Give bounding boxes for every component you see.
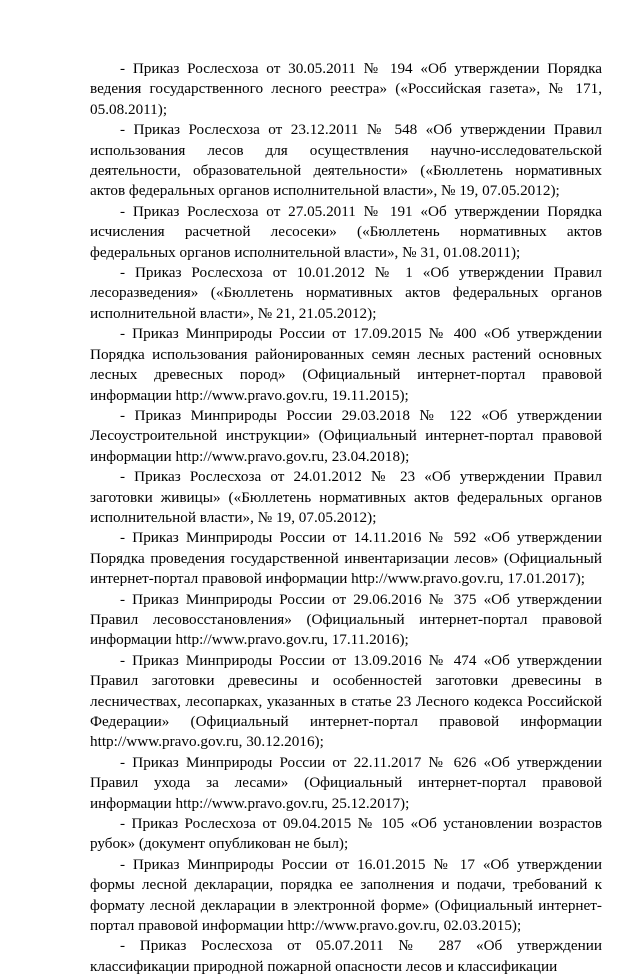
list-item: - Приказ Минприроды России от 17.09.2015 № 400 «Об утверждении Порядка использования районированных семян лесных растений основных лесных древесных пород» (Официальный интернет-портал правовой информации http://www.pravo.gov.ru, 19.11.2015);: [90, 325, 602, 404]
list-item: - Приказ Рослесхоза от 10.01.2012 № 1 «Об утверждении Правил лесоразведения» («Бюллетень нормативных актов федеральных органов исполнительной власти», № 21, 21.05.2012);: [90, 264, 602, 322]
list-item: - Приказ Минприроды России от 22.11.2017 № 626 «Об утверждении Правил ухода за лесами» (Официальный интернет-портал правовой информации http://www.pravo.gov.ru, 25.12.2017);: [90, 753, 602, 812]
list-item: - Приказ Рослесхоза от 30.05.2011 № 194 «Об утверждении Порядка ведения государственного лесного реестра» («Российская газета», № 171, 05.08.2011);: [90, 60, 602, 118]
document-page: [90, 59, 602, 977]
list-item: - Приказ Минприроды России от 14.11.2016 № 592 «Об утверждении Порядка проведения государственной инвентаризации лесов» (Официальный интернет-портал правовой информации http://www.pravo.gov.ru, 17.01.2017);: [90, 529, 602, 588]
list-item: - Приказ Минприроды России от 29.06.2016 № 375 «Об утверждении Правил лесовосстановления» (Официальный интернет-портал правовой информации http://www.pravo.gov.ru, 17.11.2016);: [90, 590, 602, 649]
list-item: - Приказ Рослесхоза от 23.12.2011 № 548 «Об утверждении Правил использования лесов для осуществления научно-исследовательской деятельности, образовательной деятельности» («Бюллетень нормативных актов федеральных органов исполнительной власти», № 19, 07.05.2012);: [90, 121, 602, 200]
list-item: - Приказ Рослесхоза от 09.04.2015 № 105 «Об установлении возрастов рубок» (документ опубликован не был);: [90, 815, 602, 853]
list-item: - Приказ Минприроды России от 16.01.2015 № 17 «Об утверждении формы лесной декларации, порядка ее заполнения и подачи, требований к формату лесной декларации в электронной форме» (Официальный интернет-портал правовой информации http://www.pravo.gov.ru, 02.03.2015);: [90, 855, 602, 935]
list-item: - Приказ Рослесхоза от 05.07.2011 № 287 «Об утверждении классификации природной пожарной опасности лесов и классификации: [90, 937, 602, 975]
list-item: - Приказ Минприроды России 29.03.2018 № 122 «Об утверждении Лесоустроительной инструкции» (Официальный интернет-портал правовой информации http://www.pravo.gov.ru, 23.04.2018);: [90, 406, 602, 465]
list-item: - Приказ Рослесхоза от 24.01.2012 № 23 «Об утверждении Правил заготовки живицы» («Бюллетень нормативных актов федеральных органов исполнительной власти», № 19, 07.05.2012);: [90, 468, 602, 526]
list-item: - Приказ Рослесхоза от 27.05.2011 № 191 «Об утверждении Порядка исчисления расчетной лесосеки» («Бюллетень нормативных актов федеральных органов исполнительной власти», № 31, 01.08.2011);: [90, 202, 602, 261]
list-item: - Приказ Минприроды России от 13.09.2016 № 474 «Об утверждении Правил заготовки древесины и особенностей заготовки древесины в лесничествах, лесопарках, указанных в статье 23 Лесного кодекса Российской Федерации» (Официальный интернет-портал правовой информации http://www.pravo.gov.ru, 30.12.2016);: [90, 651, 602, 751]
